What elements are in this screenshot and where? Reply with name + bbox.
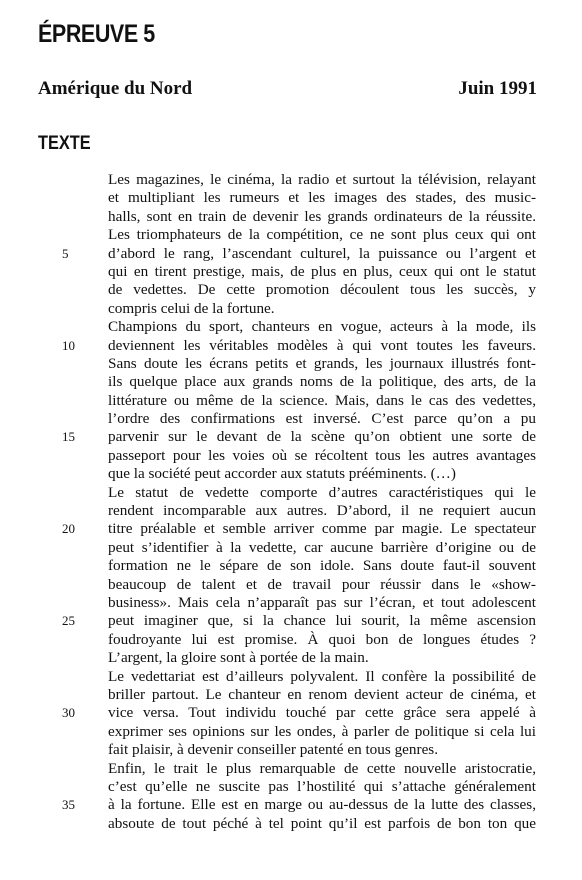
text-line bbox=[108, 208, 536, 226]
text-line bbox=[108, 373, 536, 391]
line-text: vice versa. Tout individu touché par cette grâce sera appelé à bbox=[108, 704, 536, 722]
text-line bbox=[108, 226, 536, 244]
line-text: Les magazines, le cinéma, la radio et surtout la télévision, relayant bbox=[108, 171, 536, 188]
text-line bbox=[108, 686, 536, 704]
text-line bbox=[108, 502, 536, 520]
line-text: peut s’identifier à la vedette, car aucune barrière d’origine ou de bbox=[108, 538, 536, 556]
line-text: formation ne le sépare de son idole. Sans doute faut-il souvent bbox=[108, 557, 536, 575]
line-text: compris celui de la fortune. bbox=[108, 299, 275, 317]
line-text: l’ordre des confirmations est inversé. C’est parce qu’on a pu bbox=[108, 410, 536, 428]
line-text: fait plaisir, à devenir conseiller patenté en tous genres. bbox=[108, 741, 439, 759]
line-text: parvenir sur le devant de la scène qu’on obtient une sorte de bbox=[108, 428, 536, 446]
line-number: 5 bbox=[62, 245, 69, 261]
line-text: Champions du sport, chanteurs en vogue, acteurs à la mode, ils bbox=[108, 318, 536, 336]
text-line bbox=[108, 263, 536, 281]
line-text: titre préalable et semble arriver comme par magie. Le spectateur bbox=[108, 520, 536, 538]
line-text: halls, sont en train de devenir les grands ordinateurs de la réussite. bbox=[108, 207, 536, 225]
line-text: absoute de tout péché à tel point qu’il est parfois de bon ton que bbox=[108, 814, 536, 832]
text-line bbox=[108, 281, 536, 299]
text-line bbox=[62, 612, 536, 630]
text-line bbox=[108, 576, 536, 594]
passage-text bbox=[62, 171, 536, 833]
line-text: L’argent, la gloire sont à portée de la main. bbox=[108, 649, 369, 667]
text-line bbox=[62, 704, 536, 722]
text-line bbox=[62, 428, 536, 446]
text-line bbox=[108, 741, 536, 759]
line-text: c’est qu’elle ne suscite pas l’hostilité qui s’attache généralement bbox=[108, 777, 536, 795]
text-line bbox=[108, 778, 536, 796]
line-text: Les triomphateurs de la compétition, ce ne sont plus ceux qui ont bbox=[108, 226, 536, 244]
text-line bbox=[108, 171, 536, 189]
line-text: foudroyante lui est promise. À quoi bon de longues études ? bbox=[108, 630, 536, 648]
line-number: 15 bbox=[62, 429, 75, 445]
line-text: ils quelque place aux grands noms de la politique, des arts, de la bbox=[108, 373, 536, 391]
exam-region: Amérique du Nord bbox=[38, 78, 193, 99]
line-text: business». Mais cela n’apparaît pas sur l’écran, et tout adolescent bbox=[108, 593, 536, 611]
line-text: à la fortune. Elle est en marge ou au-dessus de la lutte des classes, bbox=[108, 796, 536, 814]
text-line bbox=[108, 318, 536, 336]
text-line bbox=[108, 760, 536, 778]
line-number: 25 bbox=[62, 613, 75, 629]
text-line bbox=[108, 392, 536, 410]
line-text: deviennent les véritables modèles à qui vont toutes les faveurs. bbox=[108, 336, 536, 354]
text-line bbox=[108, 410, 536, 428]
line-text: de vedettes. De cette promotion découlent tous les succès, y bbox=[108, 281, 536, 299]
line-number: 10 bbox=[62, 337, 75, 353]
text-line bbox=[62, 796, 536, 814]
line-text: briller partout. Le chanteur en renom devient acteur de cinéma, et bbox=[108, 685, 536, 703]
line-text: et multipliant les rumeurs et les images des stades, des music- bbox=[108, 189, 536, 207]
line-text: rendent incomparable aux autres. D’abord, il ne requiert aucun bbox=[108, 502, 536, 520]
line-text: peut imaginer que, si la chance lui sourit, la même ascension bbox=[108, 612, 536, 630]
text-line bbox=[108, 723, 536, 741]
text-line bbox=[62, 520, 536, 538]
text-line bbox=[108, 465, 536, 483]
line-text: Le vedettariat est d’ailleurs polyvalent. Il confère la possibilité de bbox=[108, 667, 536, 685]
exam-subheading bbox=[38, 78, 537, 100]
line-text: d’abord le rang, l’ascendant culturel, la puissance ou l’argent et bbox=[108, 244, 536, 262]
exam-date: Juin 1991 bbox=[458, 78, 537, 99]
line-text: passeport pour les voies où se récoltent tous les autres avantages bbox=[108, 446, 536, 464]
line-text: que la société peut accorder aux statuts prééminents. (…) bbox=[108, 465, 456, 483]
text-line bbox=[108, 189, 536, 207]
text-line bbox=[108, 815, 536, 833]
line-text: Enfin, le trait le plus remarquable de cette nouvelle aristocratie, bbox=[108, 759, 536, 777]
line-number: 35 bbox=[62, 797, 75, 813]
line-text: exprimer ses opinions sur les ondes, à parler de politique si cela lui bbox=[108, 722, 536, 740]
text-line bbox=[108, 300, 536, 318]
line-number: 20 bbox=[62, 521, 75, 537]
text-line bbox=[108, 355, 536, 373]
line-text: Sans doute les écrans petits et grands, les journaux illustrés font- bbox=[108, 354, 536, 372]
line-text: beaucoup de talent et de travail pour réussir dans le «show- bbox=[108, 575, 536, 593]
section-label: TEXTE bbox=[38, 133, 91, 154]
exam-title: ÉPREUVE 5 bbox=[38, 20, 155, 48]
text-line bbox=[62, 336, 536, 355]
text-line bbox=[108, 557, 536, 575]
line-text: littérature ou même de la science. Mais, dans le cas des vedettes, bbox=[108, 391, 536, 409]
line-number: 30 bbox=[62, 705, 75, 721]
text-line bbox=[108, 447, 536, 465]
text-line bbox=[108, 539, 536, 557]
text-line bbox=[108, 594, 536, 612]
text-line bbox=[108, 649, 536, 667]
text-line bbox=[62, 244, 536, 263]
line-text: Le statut de vedette comporte d’autres caractéristiques qui le bbox=[108, 483, 536, 501]
text-line bbox=[108, 484, 536, 502]
text-line bbox=[108, 668, 536, 686]
text-line bbox=[108, 631, 536, 649]
line-text: qui en tirent prestige, mais, de plus en plus, ceux qui ont le statut bbox=[108, 262, 536, 280]
